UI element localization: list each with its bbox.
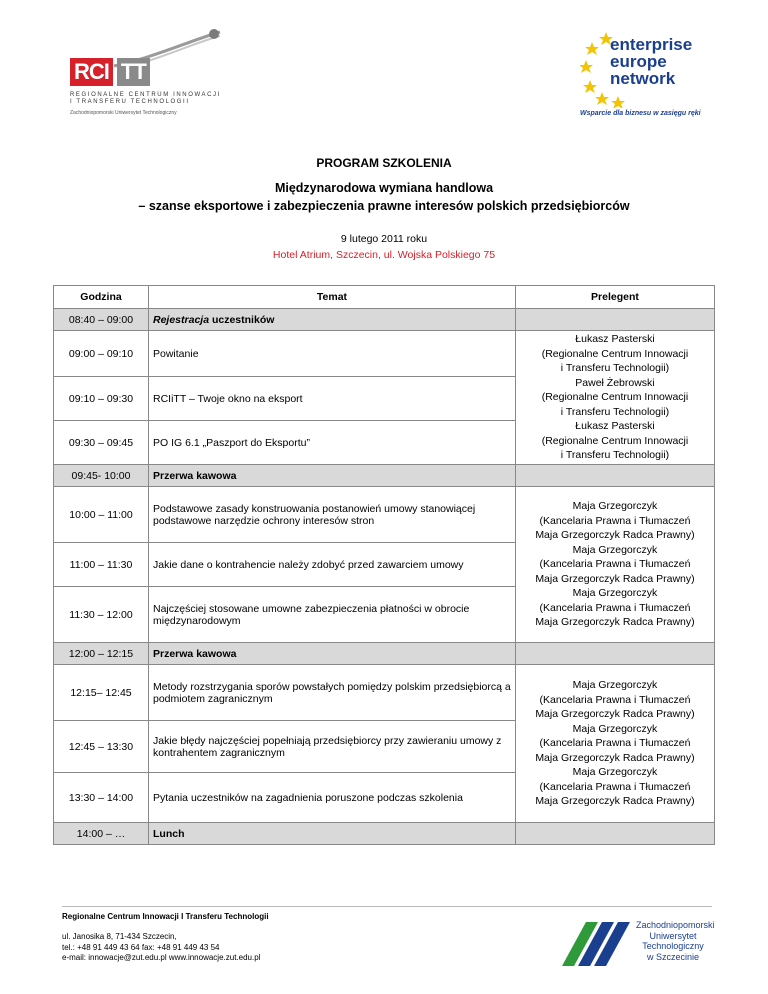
- row-time: 11:00 – 11:30: [54, 543, 149, 587]
- row-time: 09:45- 10:00: [54, 465, 149, 487]
- table-row: [54, 465, 715, 487]
- row-time: 09:00 – 09:10: [54, 331, 149, 377]
- row-time: 09:10 – 09:30: [54, 377, 149, 421]
- row-topic: Podstawowe zasady konstruowania postanowień umowy stanowiącej podstawowe narzędzie ochrony interesów stron: [149, 487, 516, 543]
- een-logo: [580, 28, 720, 123]
- row-time: 12:00 – 12:15: [54, 643, 149, 665]
- row-speaker: [515, 643, 714, 665]
- row-topic: Metody rozstrzygania sporów powstałych pomiędzy polskim przedsiębiorcą a podmiotem zagranicznym: [149, 665, 516, 721]
- header-topic: Temat: [149, 286, 516, 309]
- speakers-cell: Łukasz Pasterski (Regionalne Centrum Innowacji i Transferu Technologii) Paweł Żebrowski (Regionalne Centrum Innowacji i Transferu Technologii) Łukasz Pasterski (Regionalne Centrum Innowacji i Transferu Technologii): [515, 331, 714, 465]
- row-topic: Przerwa kawowa: [149, 465, 516, 487]
- footer-org-name: Regionalne Centrum Innowacji I Transferu Technologii: [62, 912, 269, 921]
- row-time: 08:40 – 09:00: [54, 309, 149, 331]
- row-topic: Lunch: [149, 823, 516, 845]
- row-time: 10:00 – 11:00: [54, 487, 149, 543]
- row-time: 12:15– 12:45: [54, 665, 149, 721]
- zut-logo-icon: [552, 918, 632, 966]
- row-topic: Przerwa kawowa: [149, 643, 516, 665]
- rci-wordmark: [70, 58, 150, 86]
- rci-wordmark-grey: TT: [117, 58, 150, 86]
- footer-contact: e-mail: innowacje@zut.edu.pl www.innowacje.zut.edu.pl: [62, 953, 261, 962]
- row-speaker: [515, 309, 714, 331]
- table-row: [54, 331, 715, 377]
- row-topic: PO IG 6.1 „Paszport do Eksportu”: [149, 421, 516, 465]
- row-speaker: [515, 465, 714, 487]
- schedule-table: [53, 285, 715, 845]
- row-topic: Pytania uczestników na zagadnienia poruszone podczas szkolenia: [149, 773, 516, 823]
- footer-phone: tel.: +48 91 449 43 64 fax: +48 91 449 43 54: [62, 942, 220, 952]
- table-row: [54, 487, 715, 543]
- footer-address: [62, 932, 260, 964]
- event-venue: Hotel Atrium, Szczecin, ul. Wojska Polskiego 75: [272, 249, 496, 261]
- zut-wordmark: Zachodniopomorski Uniwersytet Technologiczny w Szczecinie: [636, 920, 715, 962]
- rci-subtitle: REGIONALNE CENTRUM INNOWACJI I TRANSFERU TECHNOLOGII: [70, 92, 221, 105]
- een-tagline: Wsparcie dla biznesu w zasięgu ręki: [580, 110, 701, 117]
- row-topic: Najczęściej stosowane umowne zabezpieczenia płatności w obrocie międzynarodowym: [149, 587, 516, 643]
- program-heading: PROGRAM SZKOLENIA: [316, 156, 452, 170]
- table-row: [54, 309, 715, 331]
- table-row: [54, 665, 715, 721]
- speakers-cell: Maja Grzegorczyk (Kancelaria Prawna i Tłumaczeń Maja Grzegorczyk Radca Prawny) Maja Grzegorczyk (Kancelaria Prawna i Tłumaczeń Maja Grzegorczyk Radca Prawny) Maja Grzegorczyk (Kancelaria Prawna i Tłumaczeń Maja Grzegorczyk Radca Prawny): [515, 487, 714, 643]
- footer-divider: [62, 906, 712, 907]
- rci-university: Zachodniopomorski Uniwersytet Technologiczny: [70, 110, 177, 116]
- table-header-row: [54, 286, 715, 309]
- table-row: [54, 823, 715, 845]
- row-topic: Jakie błędy najczęściej popełniają przedsiębiorcy przy zawieraniu umowy z kontrahentem zagranicznym: [149, 721, 516, 773]
- row-time: 11:30 – 12:00: [54, 587, 149, 643]
- header-time: Godzina: [54, 286, 149, 309]
- row-topic: RCIiTT – Twoje okno na eksport: [149, 377, 516, 421]
- footer-street: ul. Janosika 8, 71-434 Szczecin,: [62, 932, 177, 941]
- rci-logo: [62, 28, 222, 123]
- row-topic: Powitanie: [149, 331, 516, 377]
- training-title-line1: Międzynarodowa wymiana handlowa: [274, 181, 494, 195]
- een-wordmark: enterprise europe network: [610, 35, 693, 88]
- row-time: 12:45 – 13:30: [54, 721, 149, 773]
- rci-wordmark-red: RCI: [70, 58, 113, 86]
- row-speaker: [515, 823, 714, 845]
- speakers-cell: Maja Grzegorczyk (Kancelaria Prawna i Tłumaczeń Maja Grzegorczyk Radca Prawny) Maja Grzegorczyk (Kancelaria Prawna i Tłumaczeń Maja Grzegorczyk Radca Prawny) Maja Grzegorczyk (Kancelaria Prawna i Tłumaczeń Maja Grzegorczyk Radca Prawny): [515, 665, 714, 823]
- table-row: [54, 643, 715, 665]
- row-topic: Jakie dane o kontrahencie należy zdobyć przed zawarciem umowy: [149, 543, 516, 587]
- row-topic: Rejestracja uczestników: [149, 309, 516, 331]
- training-title-line2: – szanse eksportowe i zabezpieczenia prawne interesów polskich przedsiębiorców: [138, 199, 630, 213]
- row-time: 13:30 – 14:00: [54, 773, 149, 823]
- row-time: 14:00 – …: [54, 823, 149, 845]
- row-time: 09:30 – 09:45: [54, 421, 149, 465]
- event-date: 9 lutego 2011 roku: [340, 233, 428, 245]
- header-speaker: Prelegent: [515, 286, 714, 309]
